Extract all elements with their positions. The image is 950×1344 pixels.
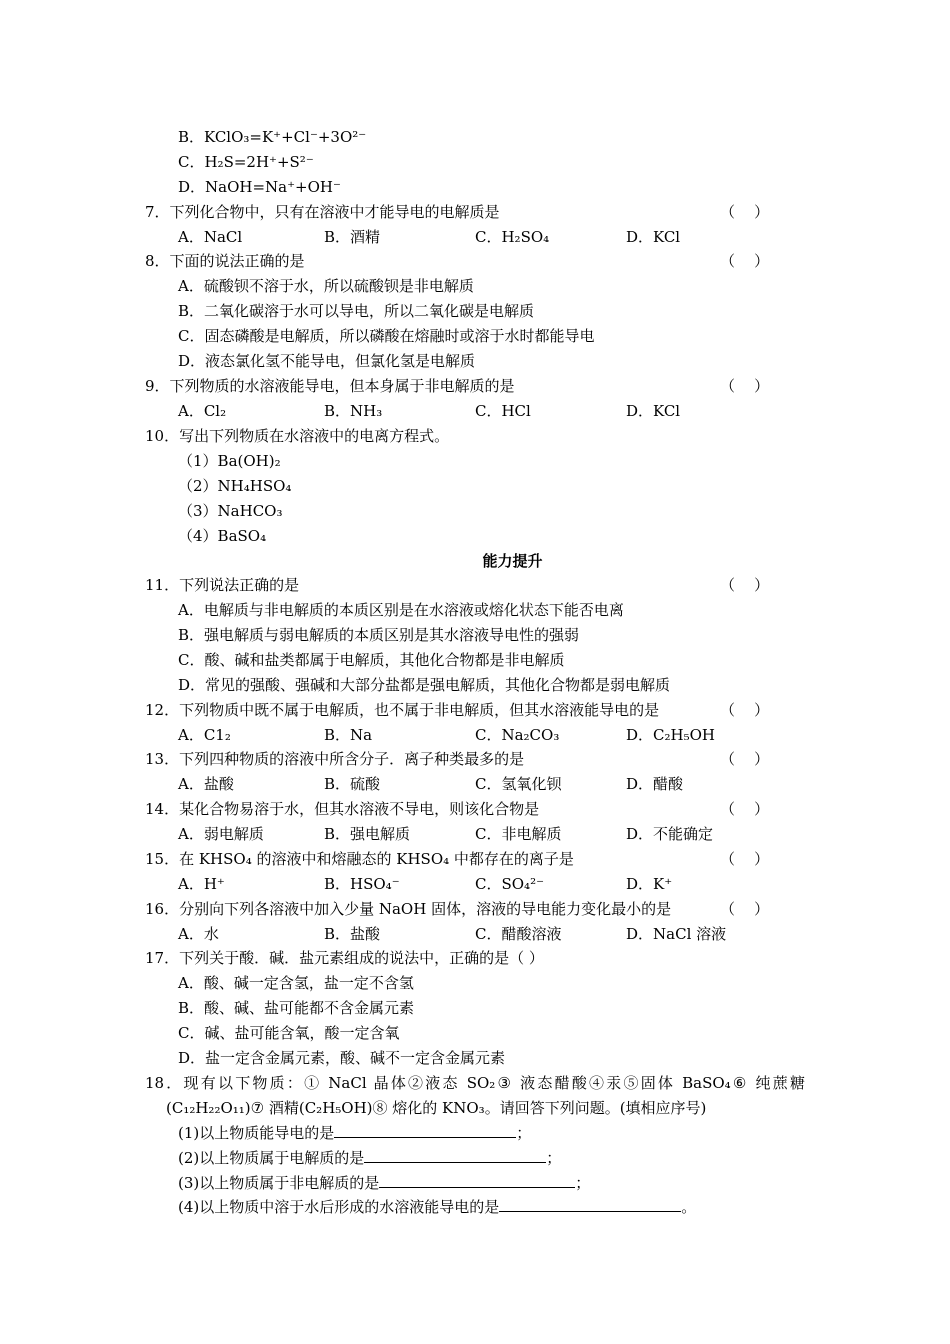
section-title: 能力提升 (482, 552, 543, 570)
q18-answer-blank-1[interactable] (334, 1123, 516, 1138)
q16-stem: 16．分别向下列各溶液中加入少量 NaOH 固体，溶液的导电能力变化最小的是 (145, 900, 672, 918)
q18-sub-2 (178, 1148, 561, 1168)
q18-answer-blank-2[interactable] (364, 1148, 546, 1163)
q16-option-a: A．水 (178, 925, 219, 943)
q9-option-d: D．KCl (626, 402, 681, 420)
q12-option-a: A．C1₂ (178, 726, 231, 744)
q7-answer-paren: （ ） (720, 203, 770, 221)
q8-stem: 8．下面的说法正确的是 (145, 252, 305, 270)
q13-option-c: C．氢氧化钡 (475, 775, 562, 793)
q18-sub-2-punct: ； (546, 1149, 562, 1167)
q14-option-b: B．强电解质 (324, 825, 411, 843)
q17-option-b: B．酸、碱、盐可能都不含金属元素 (178, 999, 415, 1017)
q16-option-b: B．盐酸 (324, 925, 381, 943)
q18-sub-1 (178, 1123, 531, 1143)
q18-answer-blank-4[interactable] (499, 1197, 681, 1212)
q15-stem: 15．在 KHSO₄ 的溶液中和熔融态的 KHSO₄ 中都存在的离子是 (145, 850, 574, 868)
q11-option-d: D．常见的强酸、强碱和大部分盐都是强电解质，其他化合物都是弱电解质 (178, 676, 671, 694)
q15-option-c: C．SO₄²⁻ (475, 875, 544, 893)
q8-option-b: B．二氧化碳溶于水可以导电，所以二氧化碳是电解质 (178, 302, 535, 320)
q7-option-c: C．H₂SO₄ (475, 228, 550, 246)
q18-sub-1-label: (1)以上物质能导电的是 (178, 1124, 335, 1142)
q16-option-d: D．NaCl 溶液 (626, 925, 727, 943)
q18-sub-2-label: (2)以上物质属于电解质的是 (178, 1149, 365, 1167)
q18-sub-1-punct: ； (516, 1124, 532, 1142)
q11-stem: 11．下列说法正确的是 (145, 576, 300, 594)
q18-sub-3-punct: ； (575, 1174, 591, 1192)
q9-stem: 9．下列物质的水溶液能导电，但本身属于非电解质的是 (145, 377, 515, 395)
q9-answer-paren: （ ） (720, 377, 770, 395)
q11-option-a: A．电解质与非电解质的本质区别是在水溶液或熔化状态下能否电离 (178, 601, 624, 619)
q9-option-b: B．NH₃ (324, 402, 383, 420)
q18-sub-4 (178, 1197, 696, 1217)
q17-option-a: A．酸、碱一定含氢，盐一定不含氢 (178, 974, 414, 992)
q18-stem-line-2: (C₁₂H₂₂O₁₁)⑦ 酒精(C₂H₅OH)⑧ 熔化的 KNO₃。请回答下列问题。(填相应序号) (166, 1099, 707, 1117)
q18-sub-3-label: (3)以上物质属于非电解质的是 (178, 1174, 380, 1192)
q12-answer-paren: （ ） (720, 701, 770, 719)
q8-option-d: D．液态氯化氢不能导电，但氯化氢是电解质 (178, 352, 476, 370)
q11-option-c: C．酸、碱和盐类都属于电解质，其他化合物都是非电解质 (178, 651, 565, 669)
q12-option-d: D．C₂H₅OH (626, 726, 715, 744)
q10-item-3: （3）NaHCO₃ (178, 502, 283, 520)
q12-option-c: C．Na₂CO₃ (475, 726, 560, 744)
q16-option-c: C．醋酸溶液 (475, 925, 562, 943)
q18-sub-4-label: (4)以上物质中溶于水后形成的水溶液能导电的是 (178, 1198, 500, 1216)
q15-option-b: B．HSO₄⁻ (324, 875, 400, 893)
q17-option-d: D．盐一定含金属元素，酸、碱不一定含金属元素 (178, 1049, 506, 1067)
q18-sub-4-punct: 。 (681, 1198, 697, 1216)
q17-stem: 17．下列关于酸．碱．盐元素组成的说法中，正确的是（ ） (145, 949, 544, 967)
q10-item-1: （1）Ba(OH)₂ (178, 452, 281, 470)
q15-option-d: D．K⁺ (626, 875, 673, 893)
q15-option-a: A．H⁺ (178, 875, 225, 893)
q12-stem: 12．下列物质中既不属于电解质，也不属于非电解质，但其水溶液能导电的是 (145, 701, 660, 719)
q16-answer-paren: （ ） (720, 900, 770, 918)
q7-option-a: A．NaCl (178, 228, 243, 246)
q15-answer-paren: （ ） (720, 850, 770, 868)
q17-option-c: C．碱、盐可能含氧，酸一定含氧 (178, 1024, 400, 1042)
q6-option-c: C．H₂S=2H⁺+S²⁻ (178, 153, 314, 171)
q14-option-c: C．非电解质 (475, 825, 562, 843)
q13-option-a: A．盐酸 (178, 775, 234, 793)
q10-stem: 10．写出下列物质在水溶液中的电离方程式。 (145, 427, 450, 445)
q14-option-a: A．弱电解质 (178, 825, 264, 843)
q8-answer-paren: （ ） (720, 252, 770, 270)
q18-sub-3 (178, 1173, 590, 1193)
q14-answer-paren: （ ） (720, 800, 770, 818)
q13-option-b: B．硫酸 (324, 775, 381, 793)
q9-option-a: A．Cl₂ (178, 402, 227, 420)
q14-option-d: D．不能确定 (626, 825, 714, 843)
q8-option-a: A．硫酸钡不溶于水，所以硫酸钡是非电解质 (178, 277, 474, 295)
q11-option-b: B．强电解质与弱电解质的本质区别是其水溶液导电性的强弱 (178, 626, 580, 644)
q13-answer-paren: （ ） (720, 750, 770, 768)
q14-stem: 14．某化合物易溶于水，但其水溶液不导电，则该化合物是 (145, 800, 540, 818)
q11-answer-paren: （ ） (720, 576, 770, 594)
q9-option-c: C．HCl (475, 402, 531, 420)
q18-answer-blank-3[interactable] (379, 1173, 575, 1188)
q7-option-d: D．KCl (626, 228, 681, 246)
q18-stem-line-1: 18．现有以下物质：① NaCl 晶体②液态 SO₂③ 液态醋酸④汞⑤固体 BaSO₄⑥ 纯蔗糖 (145, 1074, 805, 1092)
q6-option-b: B．KClO₃=K⁺+Cl⁻+3O²⁻ (178, 128, 367, 146)
q12-option-b: B．Na (324, 726, 373, 744)
q7-stem: 7．下列化合物中，只有在溶液中才能导电的电解质是 (145, 203, 500, 221)
q7-option-b: B．酒精 (324, 228, 381, 246)
q6-option-d: D．NaOH=Na⁺+OH⁻ (178, 178, 341, 196)
q10-item-4: （4）BaSO₄ (178, 527, 267, 545)
q8-option-c: C．固态磷酸是电解质，所以磷酸在熔融时或溶于水时都能导电 (178, 327, 595, 345)
q13-stem: 13．下列四种物质的溶液中所含分子．离子种类最多的是 (145, 750, 525, 768)
q10-item-2: （2）NH₄HSO₄ (178, 477, 292, 495)
q13-option-d: D．醋酸 (626, 775, 684, 793)
